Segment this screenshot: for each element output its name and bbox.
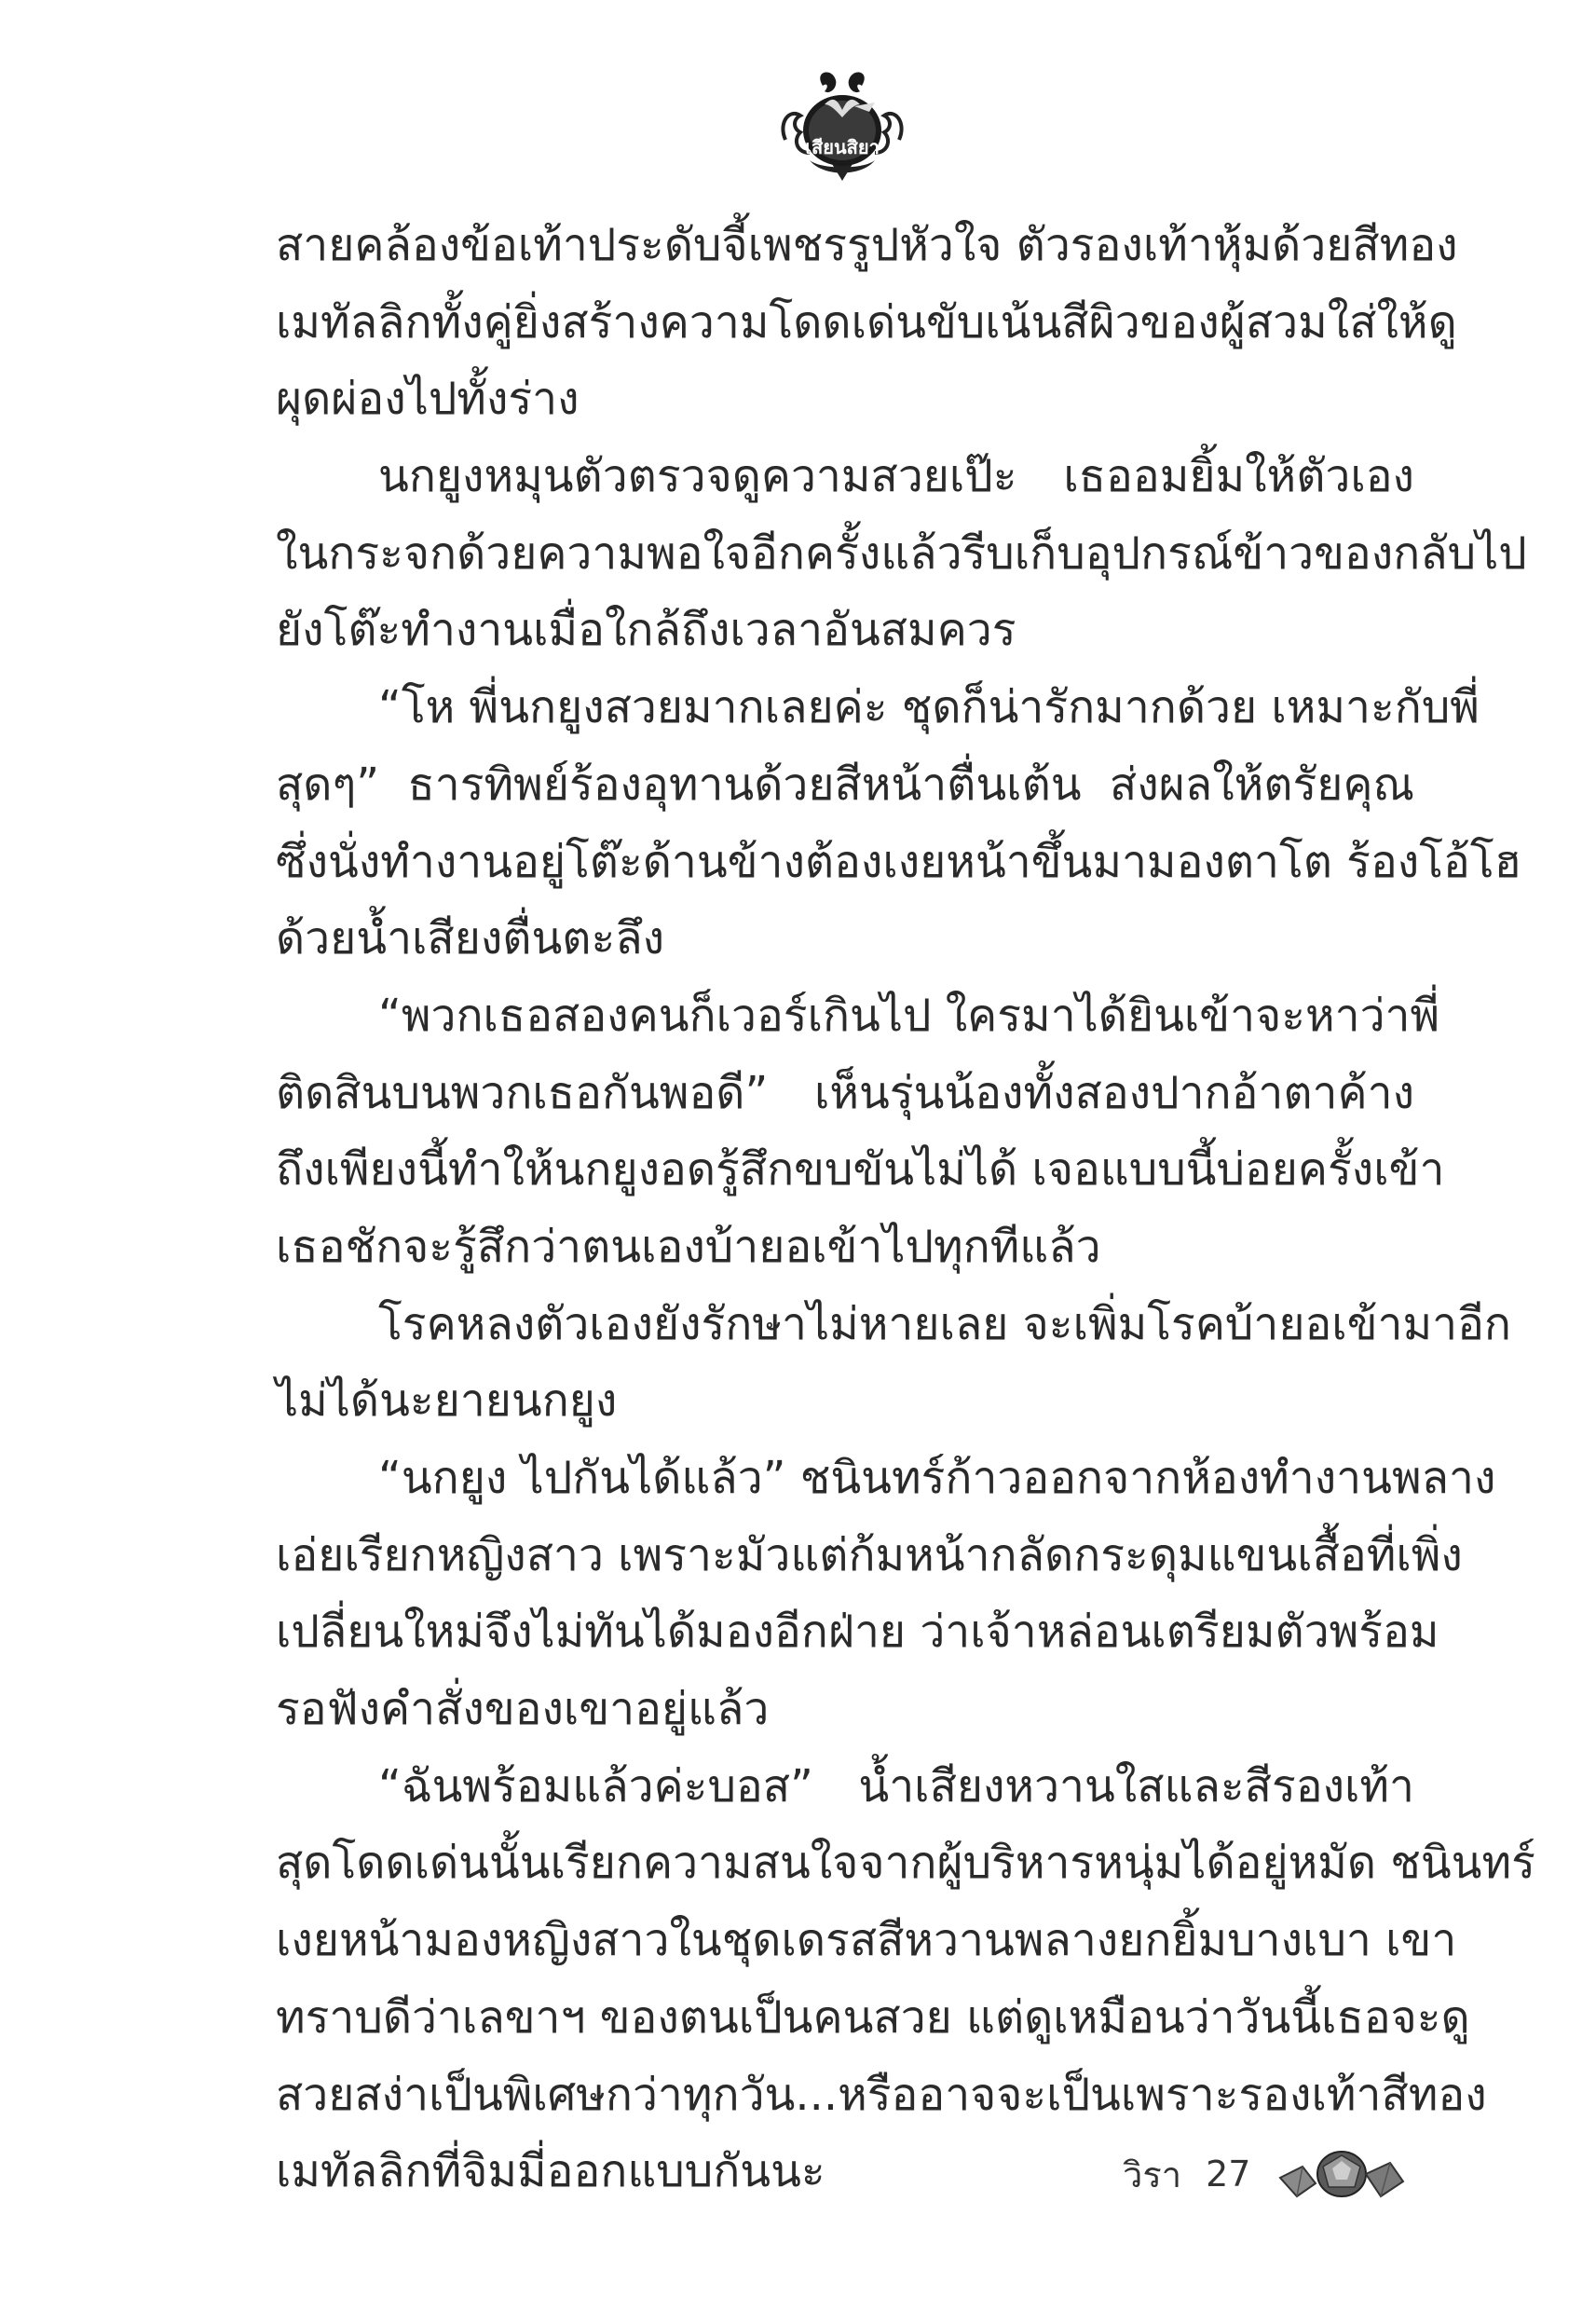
body-text [276, 207, 1535, 2210]
text-line: “ฉันพร้อมแล้วค่ะบอส” น้ำเสียงหวานใสและสีรองเท้า [378, 1759, 1414, 1812]
text-line: “พวกเธอสองคนก็เวอร์เกินไป ใครมาได้ยินเข้าจะหาว่าพี่ [378, 989, 1440, 1042]
header-logo [776, 67, 908, 184]
text-line: “นกยูง ไปกันได้แล้ว” ชนินทร์ก้าวออกจากห้องทำงานพลาง [378, 1452, 1496, 1504]
text-line: ติดสินบนพวกเธอกันพอดี” เห็นรุ่นน้องทั้งสองปากอ้าตาค้าง [276, 1066, 1414, 1119]
text-line: เมทัลลิกที่จิมมี่ออกแบบกันนะ [276, 2145, 825, 2198]
text-line: สุดโดดเด่นนั้นเรียกความสนใจจากผู้บริหารหนุ่มได้อยู่หมัด ชนินทร์ [276, 1837, 1535, 1890]
text-line: สวยสง่าเป็นพิเศษกว่าทุกวัน...หรืออาจจะเป็นเพราะรองเท้าสีทอง [276, 2068, 1487, 2121]
text-line: สุดๆ” ธารทิพย์ร้องอุทานด้วยสีหน้าตื่นเต้น ส่งผลให้ตรัยคุณ [276, 758, 1414, 811]
text-line: ด้วยน้ำเสียงตื่นตะลึง [276, 912, 665, 965]
text-line: ยังโต๊ะทำงานเมื่อใกล้ถึงเวลาอันสมควร [276, 604, 1016, 657]
ornamental-crest-icon [776, 67, 908, 184]
page-number: 27 [1206, 2154, 1251, 2195]
text-line: สายคล้องข้อเท้าประดับจี้เพชรรูปหัวใจ ตัวรองเท้าหุ้มด้วยสีทอง [276, 219, 1458, 271]
diamond-gems-icon [1275, 2146, 1407, 2202]
text-line: โรคหลงตัวเองยังรักษาไม่หายเลย จะเพิ่มโรคบ้ายอเข้ามาอีก [378, 1297, 1511, 1350]
text-line: เอ่ยเรียกหญิงสาว เพราะมัวแต่ก้มหน้ากลัดกระดุมแขนเสื้อที่เพิ่ง [276, 1528, 1463, 1581]
text-line: เธอชักจะรู้สึกว่าตนเองบ้ายอเข้าไปทุกทีแล้ว [276, 1220, 1101, 1273]
text-line: เมทัลลิกทั้งคู่ยิ่งสร้างความโดดเด่นขับเน้นสีผิวของผู้สวมใส่ให้ดู [276, 295, 1457, 349]
text-line: ไม่ได้นะยายนกยูง [276, 1374, 618, 1428]
text-line: รอฟังคำสั่งของเขาอยู่แล้ว [276, 1683, 770, 1736]
logo-text: เสียนสิยา [805, 136, 880, 158]
text-line: ในกระจกด้วยความพอใจอีกครั้งแล้วรีบเก็บอุปกรณ์ข้าวของกลับไป [276, 526, 1527, 580]
text-line: เงยหน้ามองหญิงสาวในชุดเดรสสีหวานพลางยกยิ้มบางเบา เขา [276, 1914, 1457, 1967]
text-line: ผุดผ่องไปทั้งร่าง [276, 373, 580, 426]
text-line: นกยูงหมุนตัวตรวจดูความสวยเป๊ะ เธออมยิ้มให้ตัวเอง [378, 450, 1414, 503]
text-line: ถึงเพียงนี้ทำให้นกยูงอดรู้สึกขบขันไม่ได้ เจอแบบนี้บ่อยครั้งเข้า [276, 1143, 1445, 1197]
page-footer [1123, 2141, 1407, 2207]
text-line: ซึ่งนั่งทำงานอยู่โต๊ะด้านข้างต้องเงยหน้าขึ้นมามองตาโต ร้องโอ้โฮ [276, 835, 1521, 888]
text-line: “โห พี่นกยูงสวยมากเลยค่ะ ชุดก็น่ารักมากด้วย เหมาะกับพี่ [378, 681, 1480, 734]
text-line: ทราบดีว่าเลขาฯ ของตนเป็นคนสวย แต่ดูเหมือนว่าวันนี้เธอจะดู [276, 1990, 1470, 2044]
text-line: เปลี่ยนใหม่จึงไม่ทันได้มองอีกฝ่าย ว่าเจ้าหล่อนเตรียมตัวพร้อม [276, 1606, 1439, 1659]
book-title: วิรา [1123, 2154, 1182, 2195]
